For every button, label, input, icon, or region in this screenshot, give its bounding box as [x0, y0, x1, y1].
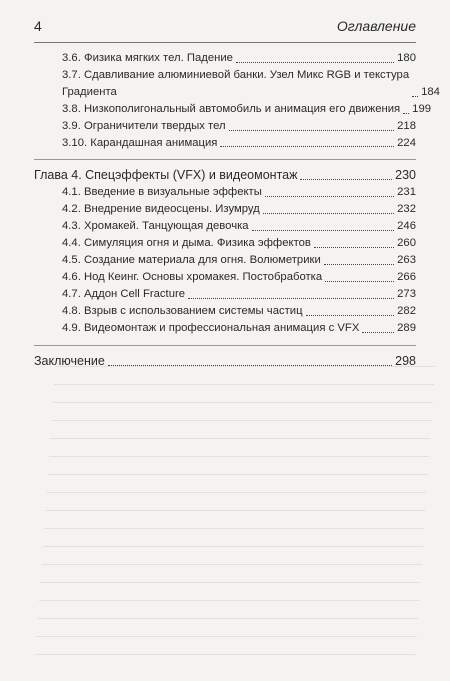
leader-dots	[265, 196, 394, 197]
leader-dots	[362, 332, 394, 333]
toc-entry-3-8[interactable]	[34, 101, 432, 118]
toc-entry-title: 4.5. Создание материала для огня. Волюметрики	[62, 254, 321, 267]
toc-entry-page: 232	[397, 203, 416, 216]
toc-entry-page: 199	[412, 102, 432, 115]
toc-entry-4-3[interactable]	[34, 218, 416, 235]
header-rule	[34, 42, 416, 43]
leader-dots	[314, 247, 394, 248]
leader-dots	[236, 62, 394, 63]
leader-dots	[229, 130, 395, 131]
leader-dots	[252, 230, 395, 231]
section-divider	[34, 159, 416, 160]
toc-entry-title: 4.7. Аддон Cell Fracture	[62, 287, 186, 300]
toc-entry-page: 218	[397, 119, 416, 132]
toc-entry-title: 3.8. Низкополигональный автомобиль и анимация его движения	[62, 102, 401, 115]
toc-entry-page: 289	[397, 321, 416, 334]
toc-entry-page: 180	[397, 52, 416, 64]
leader-dots	[306, 315, 395, 316]
toc-entry-title	[62, 67, 409, 101]
leader-dots	[403, 113, 409, 114]
toc-entry-title: 4.9. Видеомонтаж и профессиональная анимация с VFX	[62, 321, 360, 334]
toc-entry-page: 273	[397, 287, 416, 300]
leader-dots	[188, 298, 394, 299]
leader-dots	[220, 146, 394, 147]
page-number: 4	[34, 18, 42, 34]
toc-entry-4-2[interactable]	[34, 201, 416, 218]
leader-dots	[412, 96, 418, 97]
toc-conclusion[interactable]	[34, 352, 416, 370]
toc-entry-title: 4.3. Хромакей. Танцующая девочка	[62, 220, 249, 233]
toc-entry-3-7[interactable]	[34, 67, 440, 101]
toc-entry-title: 3.9. Ограничители твердых тел	[62, 119, 226, 132]
leader-dots	[324, 264, 394, 265]
table-of-contents	[34, 50, 440, 370]
toc-entry-title: 4.6. Нод Кеинг. Основы хромакея. Постобработка	[62, 270, 323, 283]
toc-entry-4-8[interactable]	[34, 303, 416, 320]
toc-entry-4-5[interactable]	[34, 252, 416, 269]
toc-entry-page: 282	[397, 304, 416, 317]
toc-entry-3-10[interactable]	[34, 135, 416, 152]
chapter-page: 230	[395, 168, 416, 183]
toc-entry-title: 4.4. Симуляция огня и дыма. Физика эффектов	[62, 237, 311, 250]
bleed-through-text	[35, 365, 436, 665]
toc-entry-title-line2: Градиента	[62, 85, 117, 98]
section-divider	[34, 345, 416, 346]
toc-entry-title: 4.8. Взрыв с использованием системы частиц	[62, 304, 303, 317]
toc-entry-4-1[interactable]	[34, 184, 416, 201]
toc-entry-title-line1: 3.7. Сдавливание алюминиевой банки. Узел Микс RGB и текстура	[62, 68, 410, 81]
toc-entry-page: 263	[397, 254, 416, 267]
toc-entry-page: 260	[397, 237, 416, 250]
toc-entry-page: 266	[397, 270, 416, 283]
leader-dots	[300, 179, 392, 180]
toc-entry-3-6[interactable]	[34, 50, 416, 67]
chapter-title: Заключение	[34, 353, 105, 368]
leader-dots	[263, 213, 394, 214]
toc-entry-4-4[interactable]	[34, 235, 416, 252]
toc-entry-title: 3.6. Физика мягких тел. Падение	[62, 52, 233, 64]
toc-entry-4-6[interactable]	[34, 269, 416, 286]
chapter-page: 298	[395, 353, 416, 368]
toc-chapter-4[interactable]	[34, 166, 416, 184]
chapter-title: Глава 4. Спецэффекты (VFX) и видеомонтаж	[34, 168, 298, 183]
toc-entry-3-9[interactable]	[34, 118, 416, 135]
toc-entry-page: 246	[397, 220, 416, 233]
leader-dots	[325, 281, 394, 282]
toc-entry-page: 184	[421, 85, 440, 98]
toc-entry-title: 3.10. Карандашная анимация	[62, 136, 218, 149]
toc-entry-title: 4.1. Введение в визуальные эффекты	[62, 186, 262, 199]
toc-entry-page: 231	[397, 186, 416, 199]
running-title: Оглавление	[336, 18, 416, 34]
toc-entry-page: 224	[397, 136, 416, 149]
toc-entry-4-9[interactable]	[34, 320, 416, 337]
page-header	[34, 18, 416, 34]
toc-entry-4-7[interactable]	[34, 286, 416, 303]
leader-dots	[108, 365, 392, 366]
toc-entry-title: 4.2. Внедрение видеосцены. Изумруд	[62, 203, 260, 216]
